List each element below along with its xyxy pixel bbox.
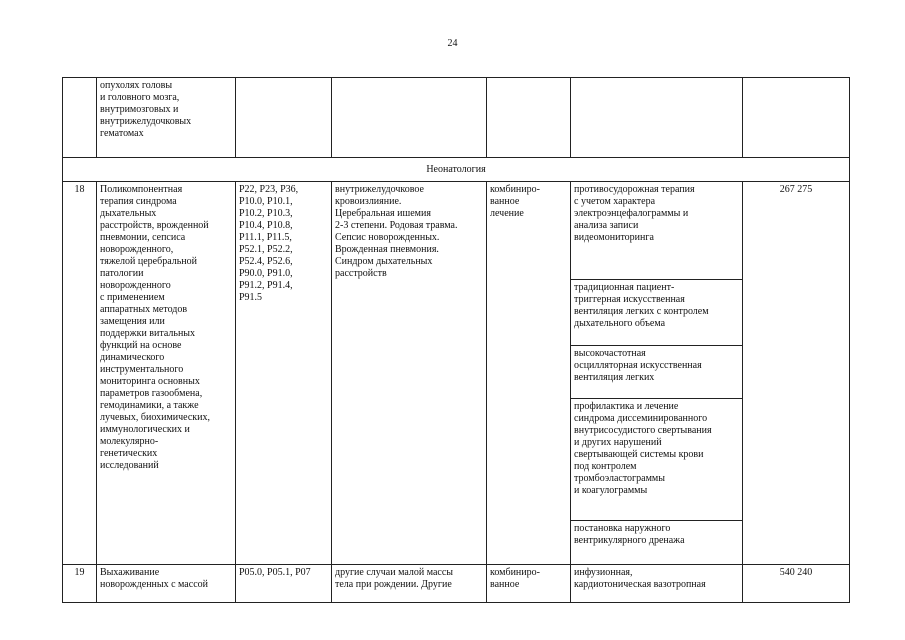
cell-name: Поликомпонентная терапия синдрома дыхательных расстройств, врожденной пневмонии, сепсиса новорожденного, тяжелой церебральной патологии новорожденного с применением аппаратных методов замещения или поддержки витальных функций на основе динамического инструментального мониторинга основных параметров газообмена, гемодинамики, а также лучевых, биохимических, иммунологических и молекулярно- генетических исследований bbox=[97, 182, 236, 565]
cell-treatment-type: комбиниро- ванное bbox=[487, 565, 571, 603]
cell-model: внутрижелудочковое кровоизлияние. Церебральная ишемия 2-3 степени. Родовая травма. Сепсис новорожденных. Врожденная пневмония. Синдром дыхательных расстройств bbox=[332, 182, 487, 565]
cell-treatment-type bbox=[487, 78, 571, 158]
medical-care-table bbox=[62, 77, 850, 603]
cell-cost: 540 240 bbox=[743, 565, 850, 603]
cell-cost: 267 275 bbox=[743, 182, 850, 565]
cell-cost bbox=[743, 78, 850, 158]
table-row-continued bbox=[63, 78, 850, 158]
method-item: противосудорожная терапия с учетом характера электроэнцефалограммы и анализа записи видеомониторинга bbox=[571, 182, 742, 280]
cell-method bbox=[571, 78, 743, 158]
method-list bbox=[571, 182, 742, 561]
cell-methods bbox=[571, 182, 743, 565]
cell-number: 19 bbox=[63, 565, 97, 603]
section-title: Неонатология bbox=[63, 158, 850, 182]
cell-codes: P22, P23, P36, P10.0, P10.1, P10.2, P10.3, P10.4, P10.8, P11.1, P11.5, P52.1, P52.2, P52.4, P52.6, P90.0, P91.0, P91.2, P91.4, P91.5 bbox=[236, 182, 332, 565]
page-number: 24 bbox=[447, 38, 458, 49]
method-item: традиционная пациент- триггерная искусственная вентиляция легких с контролем дыхательного объема bbox=[571, 280, 742, 346]
section-row bbox=[63, 158, 850, 182]
cell-model: другие случаи малой массы тела при рождении. Другие bbox=[332, 565, 487, 603]
method-item: постановка наружного вентрикулярного дренажа bbox=[574, 523, 685, 546]
method-item: высокочастотная осцилляторная искусственная вентиляция легких bbox=[571, 346, 742, 399]
table-row-19 bbox=[63, 565, 850, 603]
cell-treatment-type: комбиниро- ванное лечение bbox=[487, 182, 571, 565]
cell-model bbox=[332, 78, 487, 158]
cell-method: инфузионная, кардиотоническая вазотропная bbox=[571, 565, 743, 603]
method-item: профилактика и лечение синдрома диссеминированного внутрисосудистого свертывания и других нарушений свертывающей системы крови под контролем тромбоэластограммы и коагулограммы bbox=[571, 399, 742, 521]
cell-name: опухолях головы и головного мозга, внутримозговых и внутрижелудочковых гематомах bbox=[97, 78, 236, 158]
cell-number bbox=[63, 78, 97, 158]
cell-number: 18 bbox=[63, 182, 97, 565]
cell-codes bbox=[236, 78, 332, 158]
cell-codes: P05.0, P05.1, P07 bbox=[236, 565, 332, 603]
cell-name: Выхаживание новорожденных с массой bbox=[97, 565, 236, 603]
table-row-18 bbox=[63, 182, 850, 565]
